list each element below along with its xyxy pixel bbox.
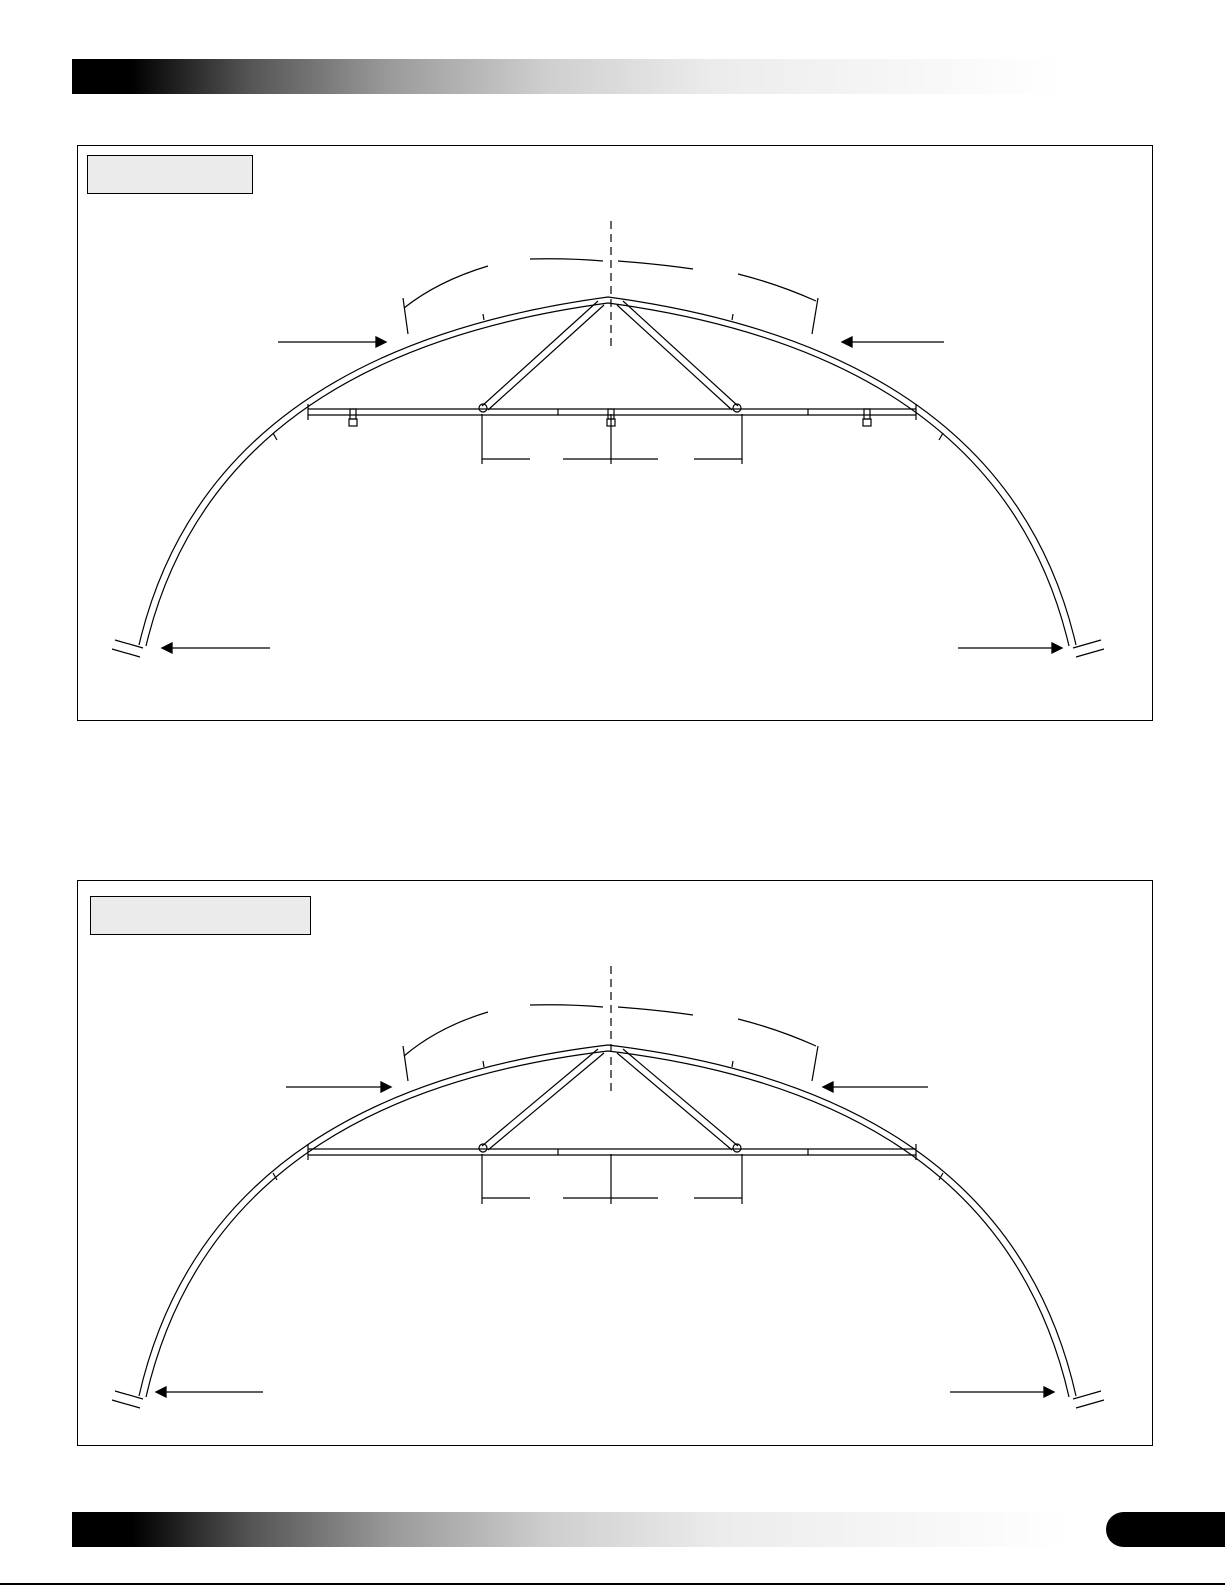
arrow-left-icon (823, 1082, 928, 1092)
arrow-right-icon (950, 1387, 1054, 1397)
arch-drawing-1 (78, 146, 1154, 722)
arch-outer (139, 297, 1076, 645)
brace-right-a (623, 1049, 738, 1146)
header-gradient-bar (72, 59, 1062, 94)
arch-inner (146, 303, 1069, 646)
arrow-right-icon (958, 643, 1062, 653)
arrow-left-icon (156, 1387, 263, 1397)
brace-left-b (488, 305, 604, 410)
figure-panel-1 (77, 145, 1153, 721)
brace-left-a (482, 1049, 598, 1146)
arrow-right-icon (278, 337, 386, 347)
brace-left-b (488, 1053, 604, 1150)
arch-drawing-2 (78, 881, 1154, 1447)
brace-right-a (623, 301, 738, 406)
brace-left-a (482, 301, 598, 406)
bracket-left (350, 409, 356, 419)
footer-gradient-bar (72, 1512, 1072, 1547)
bracket-right (864, 409, 870, 419)
figure-panel-2 (77, 880, 1153, 1446)
arrow-left-icon (162, 643, 270, 653)
arrow-left-icon (842, 337, 944, 347)
arch-inner (146, 1051, 1069, 1397)
arrow-right-icon (286, 1082, 391, 1092)
page-number-tab (1106, 1512, 1225, 1547)
brace-right-b (617, 1053, 732, 1150)
arch-outer (139, 1045, 1076, 1396)
brace-right-b (617, 305, 732, 410)
